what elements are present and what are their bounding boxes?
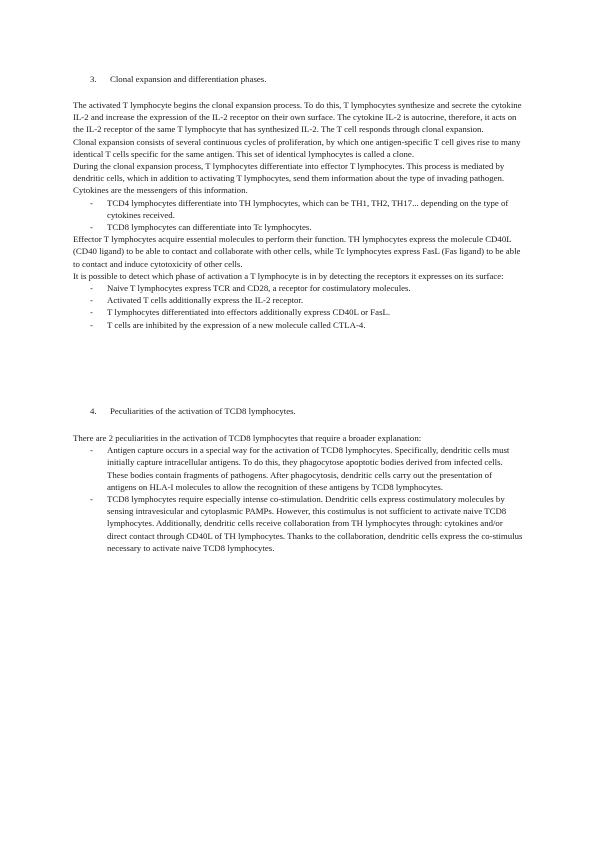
paragraph-peculiarities: There are 2 peculiarities in the activation of TCD8 lymphocytes that require a broader explanation:	[73, 433, 422, 443]
list-item-text: T lymphocytes differentiated into effectors additionally express CD40L or FasL.	[107, 307, 391, 318]
list-item-text: Activated T cells additionally express the IL-2 receptor.	[107, 295, 304, 306]
bullet-dash: -	[90, 494, 93, 505]
bullet-list-differentiation	[73, 197, 523, 234]
section-4-title: Peculiarities of the activation of TCD8 lymphocytes.	[110, 406, 296, 416]
paragraph-activation-phase: It is possible to detect which phase of activation a T lymphocyte is in by detecting the receptors it expresses on its surface:	[73, 270, 504, 281]
bullet-dash: -	[90, 319, 93, 330]
list-item	[73, 294, 523, 306]
list-item-text: T cells are inhibited by the expression of a new molecule called CTLA-4.	[107, 319, 366, 330]
section-3-title: Clonal expansion and differentiation phases.	[110, 74, 267, 84]
list-item-text: Naive T lymphocytes express TCR and CD28, a receptor for costimulatory molecules.	[107, 283, 411, 294]
bullet-dash: -	[90, 295, 93, 306]
bullet-list-peculiarities	[73, 444, 523, 554]
list-item	[73, 444, 523, 493]
paragraph-effector-molecules: Effector T lymphocytes acquire essential molecules to perform their function. TH lymphocytes express the molecule CD40L (CD40 ligand) to be able to contact and collaborate with other cells, while Tc lymphocytes express FasL (Fas ligand) to be able to contact and induce cytotoxicity of other cells.	[73, 234, 521, 269]
bullet-dash: -	[90, 222, 93, 233]
list-item	[73, 282, 523, 294]
section-4-heading	[90, 405, 296, 417]
list-item	[73, 197, 523, 221]
section-3-number: 3.	[90, 74, 97, 84]
list-item	[73, 221, 523, 233]
section-4-number: 4.	[90, 406, 97, 416]
section-3-heading	[90, 73, 266, 85]
bullet-dash: -	[90, 307, 93, 318]
list-item-text: Antigen capture occurs in a special way for the activation of TCD8 lymphocytes. Specifically, dendritic cells must initially capture intracellular antigens. To do this, they phagocytose apoptotic bodies derived from infected cells. These bodies contain fragments of pathogens. After phagocytosis, dendritic cells carry out the presentation of antigens on HLA-I molecules to allow the recognition of these antigens by TCD8 lymphocytes.	[107, 445, 510, 492]
list-item	[73, 493, 523, 554]
list-item	[73, 306, 523, 318]
list-item	[73, 319, 523, 331]
bullet-dash: -	[90, 445, 93, 456]
section-3-body	[73, 99, 523, 331]
bullet-dash: -	[90, 283, 93, 294]
paragraph-clonal-expansion: Clonal expansion consists of several continuous cycles of proliferation, by which one antigen-specific T cell gives rise to many identical T cells specific for the same antigen. This set of identical lymphocytes is called a clone.	[73, 136, 521, 159]
list-item-text: TCD8 lymphocytes can differentiate into Tc lymphocytes.	[107, 222, 312, 233]
paragraph-differentiation: During the clonal expansion process, T lymphocytes differentiate into effector T lymphocytes. This process is mediated by dendritic cells, which in addition to activating T lymphocytes, send them information about the type of invading pathogen. Cytokines are the messengers of this information.	[73, 161, 505, 196]
bullet-list-receptors	[73, 282, 523, 331]
paragraph-il2: The activated T lymphocyte begins the clonal expansion process. To do this, T lymphocytes synthesize and secrete the cytokine IL-2 and increase the expression of the IL-2 receptor on their own surface. The cytokine IL-2 is autocrine, therefore, it acts on the IL-2 receptor of the same T lymphocyte that has synthesized IL-2. The T cell responds through clonal expansion.	[73, 100, 522, 135]
list-item-text: TCD4 lymphocytes differentiate into TH lymphocytes, which can be TH1, TH2, TH17... depending on the type of cytokines received.	[107, 197, 509, 220]
section-4-body	[73, 432, 523, 554]
list-item-text: TCD8 lymphocytes require especially intense co-stimulation. Dendritic cells express costimulatory molecules by sensing intravesicular and cytoplasmic PAMPs. However, this costimulus is not sufficient to activate naive TCD8 lymphocytes. Additionally, dendritic cells receive collaboration from TH lymphocytes through: cytokines and/or direct contact through CD40L of TH lymphocytes. Thanks to the collaboration, dendritic cells express the co-stimulus necessary to activate naive TCD8 lymphocytes.	[107, 494, 523, 553]
bullet-dash: -	[90, 197, 93, 208]
